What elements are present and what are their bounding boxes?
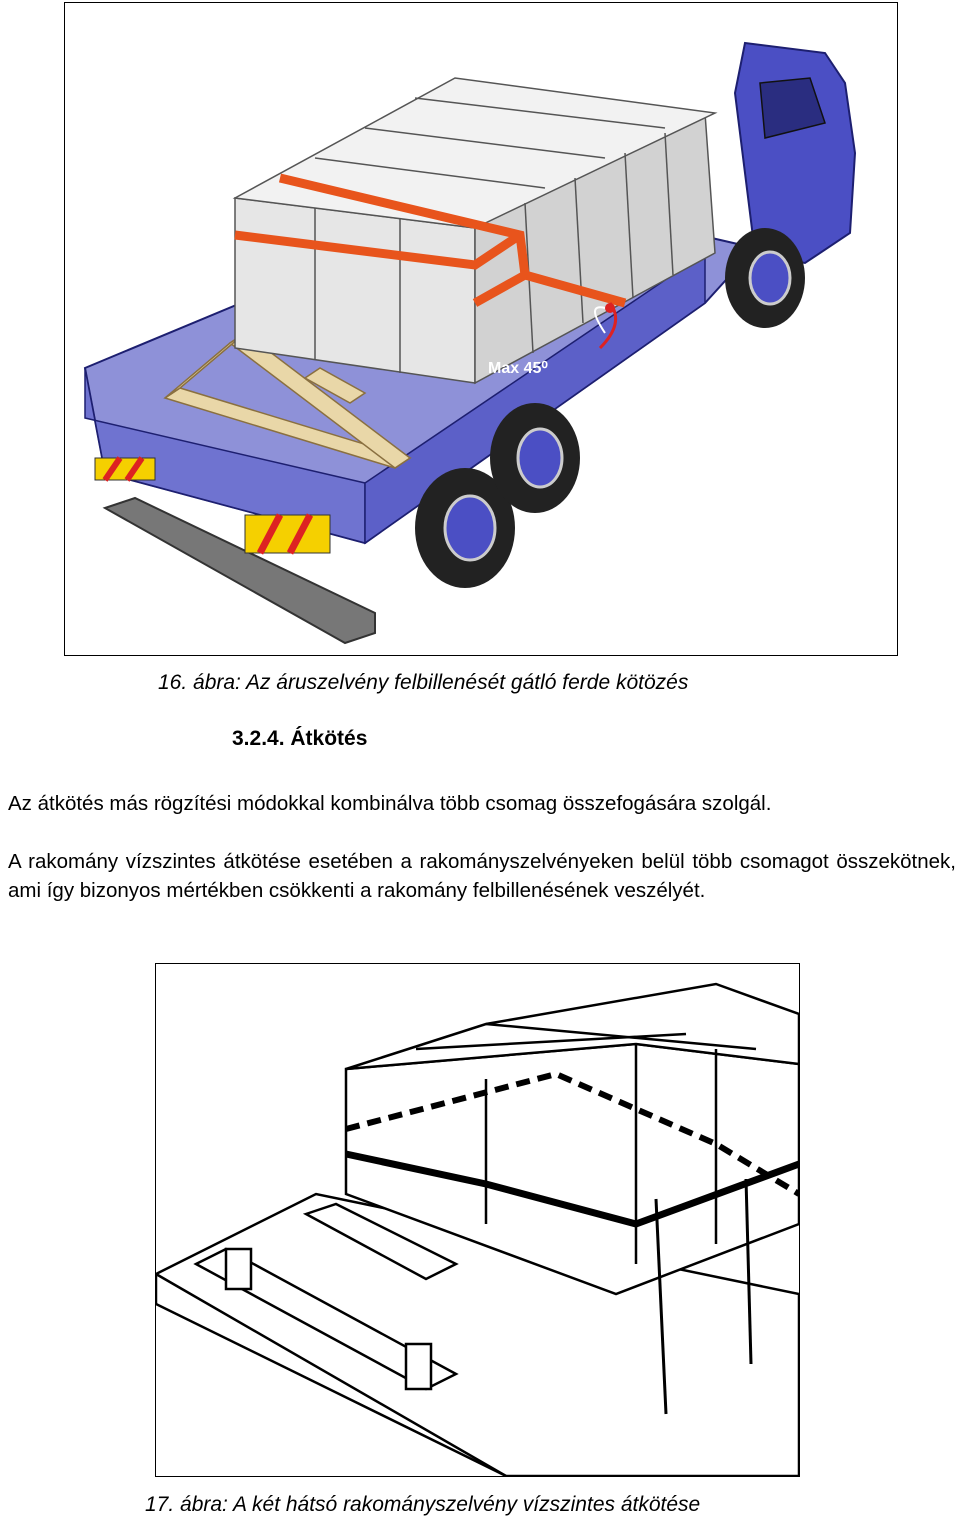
truck-illustration [65,3,897,655]
cab-shape [735,43,855,263]
line-drawing [156,964,799,1476]
section-heading: 3.2.4. Átkötés [232,727,368,750]
figure-1-caption: 16. ábra: Az áruszelvény felbillenését gátló ferde kötözés [158,671,689,694]
paragraph-2: A rakomány vízszintes átkötése esetében a rakományszelvényeken belül több csomagot összekötnek, ami így bizonyos mértékben csökkenti a rakomány felbillenésének veszélyét. [8,850,956,902]
figure-1-truck-diagonal-lashing [64,2,898,656]
angle-label: Max 45⁰ [488,360,548,377]
figure-2-horizontal-lashing [155,963,800,1477]
paragraph-1: Az átkötés más rögzítési módokkal kombinálva több csomag összefogására szolgál. [8,792,772,815]
angle-dot [605,303,615,313]
figure-2-caption: 17. ábra: A két hátsó rakományszelvény vízszintes átkötése [145,1493,701,1516]
